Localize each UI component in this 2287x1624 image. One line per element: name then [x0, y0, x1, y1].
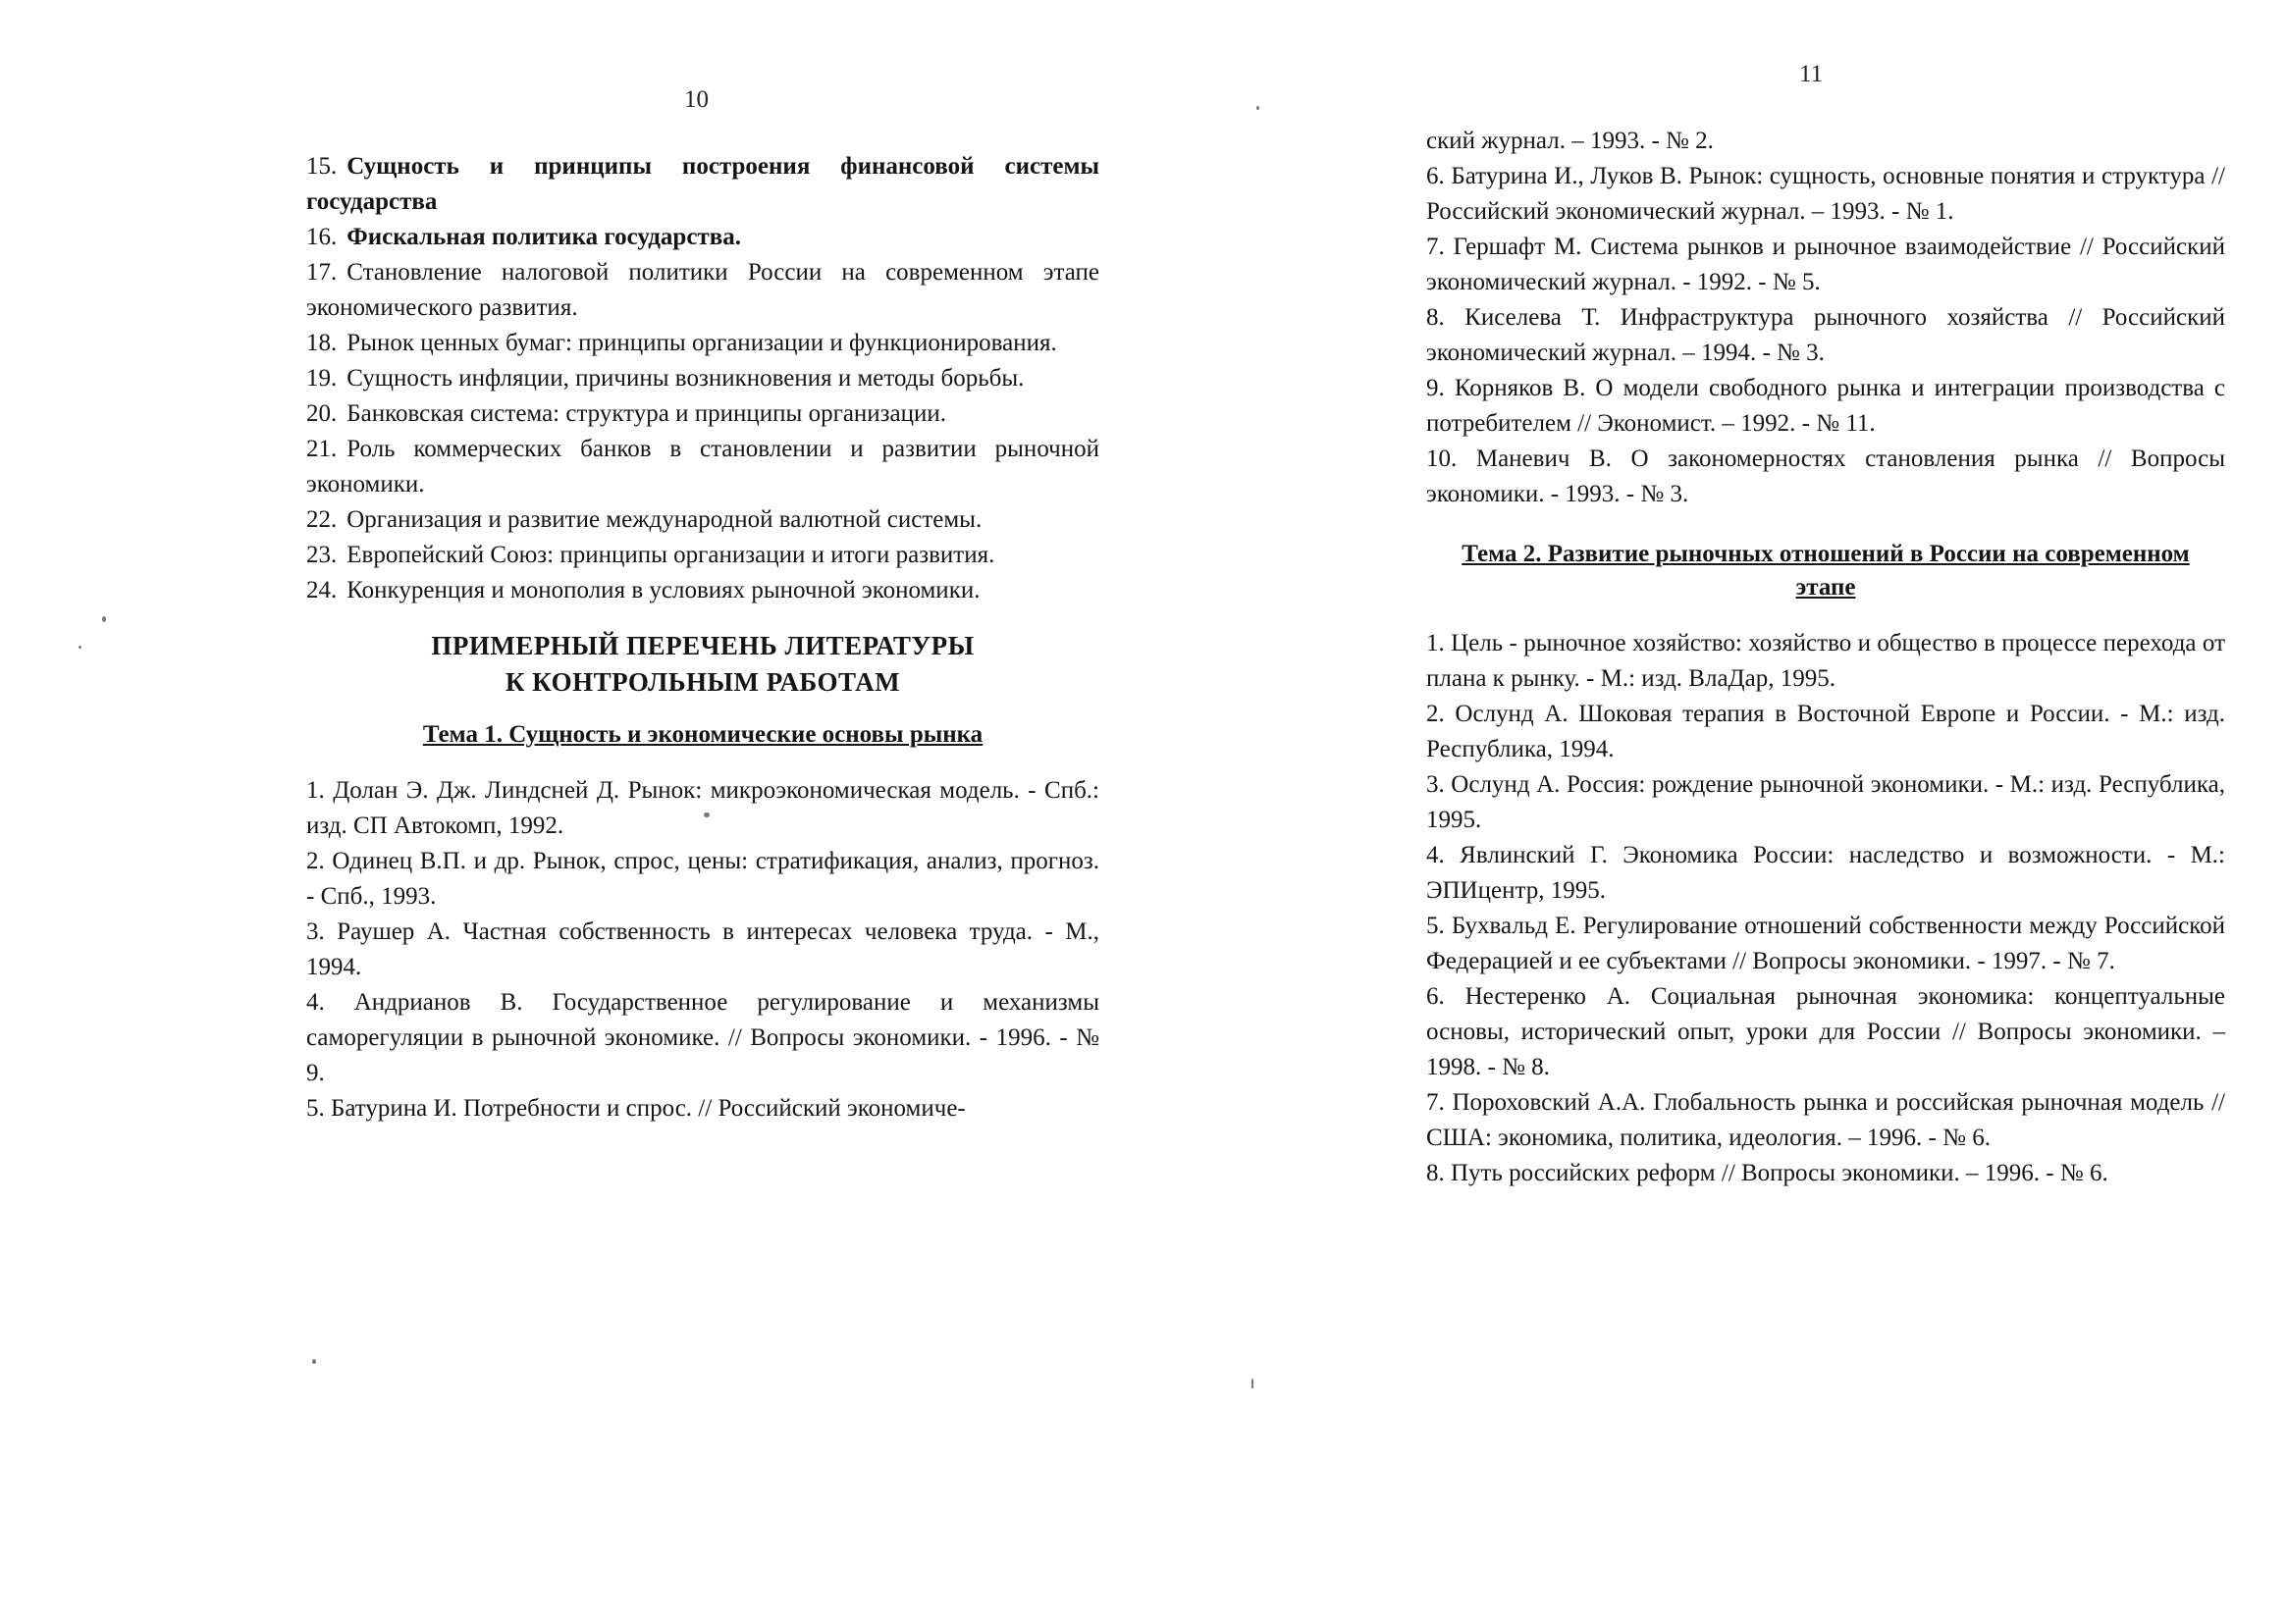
reference-item: 7. Гершафт М. Система рынков и рыночное взаимодействие // Российский экономический журнал. - 1992. - № 5.	[1426, 234, 2225, 295]
reference-item: 2. Одинец В.П. и др. Рынок, спрос, цены: стратификация, анализ, прогноз. - Спб., 1993.	[306, 848, 1099, 910]
topic-item: 21. Роль коммерческих банков в становлении и развитии рыночной экономики.	[306, 436, 1099, 498]
reference-item: 1. Долан Э. Дж. Линдсней Д. Рынок: микроэкономическая модель. - Спб.: изд. СП Автокомп, 1992.	[306, 777, 1099, 839]
reference-item: 8. Путь российских реформ // Вопросы экономики. – 1996. - № 6.	[1426, 1160, 2108, 1186]
scan-speck	[1251, 1379, 1253, 1388]
scan-speck	[312, 1359, 316, 1364]
page-number: 10	[684, 86, 709, 113]
topic-item: 18. Рынок ценных бумаг: принципы организации и функционирования.	[306, 330, 1057, 356]
page-number: 11	[1799, 61, 1824, 87]
reference-item: 6. Батурина И., Луков В. Рынок: сущность, основные понятия и структура // Российский экономический журнал. – 1993. - № 1.	[1426, 163, 2225, 225]
topic-2-heading: Тема 2. Развитие рыночных отношений в России на современном этапе	[1462, 541, 2190, 601]
reference-item: 8. Киселева Т. Инфраструктура рыночного хозяйства // Российский экономический журнал. – 1994. - № 3.	[1426, 304, 2225, 366]
topic-item: 20. Банковская система: структура и принципы организации.	[306, 400, 947, 427]
reference-item: 4. Андрианов В. Государственное регулирование и механизмы саморегуляции в рыночной экономике. // Вопросы экономики. - 1996. - № 9.	[306, 989, 1099, 1086]
right-page	[1144, 0, 2287, 1624]
topic-item: 22. Организация и развитие международной валютной системы.	[306, 506, 983, 533]
left-page-text	[306, 149, 1099, 1126]
topic-1-reference-list-continued	[1426, 124, 2225, 512]
section-heading: ПРИМЕРНЫЙ ПЕРЕЧЕНЬ ЛИТЕРАТУРЫ К КОНТРОЛЬНЫМ РАБОТАМ	[431, 631, 975, 697]
scan-speck	[1256, 106, 1259, 110]
reference-item: 1. Цель - рыночное хозяйство: хозяйство и общество в процессе перехода от плана к рынку. - М.: изд. ВлаДар, 1995.	[1426, 630, 2225, 692]
reference-item: 7. Пороховский А.А. Глобальность рынка и российская рыночная модель // США: экономика, политика, идеология. – 1996. - № 6.	[1426, 1089, 2225, 1151]
right-page-text	[1426, 124, 2225, 1191]
topic-item: 17. Становление налоговой политики России на современном этапе экономического развития.	[306, 259, 1099, 321]
topic-item: 23. Европейский Союз: принципы организации и итоги развития.	[306, 542, 995, 568]
topic-item: 16. Фискальная политика государства.	[306, 224, 741, 250]
reference-item: 10. Маневич В. О закономерностях становления рынка // Вопросы экономики. - 1993. - № 3.	[1426, 445, 2225, 507]
reference-item: 3. Ослунд А. Россия: рождение рыночной экономики. - М.: изд. Республика, 1995.	[1426, 771, 2225, 833]
scan-speck	[79, 646, 81, 649]
reference-item: ский журнал. – 1993. - № 2.	[1426, 128, 1714, 154]
topics-list	[306, 149, 1099, 608]
topic-item: 15. Сущность и принципы построения финансовой системы государства	[306, 153, 1099, 215]
scan-speck	[704, 812, 710, 817]
scan-speck	[102, 616, 106, 622]
topic-2-reference-list	[1426, 626, 2225, 1191]
reference-item: 5. Батурина И. Потребности и спрос. // Российский экономиче-	[306, 1095, 966, 1122]
reference-item: 4. Явлинский Г. Экономика России: наследство и возможности. - М.: ЭПИцентр, 1995.	[1426, 842, 2225, 904]
topic-item: 24. Конкуренция и монополия в условиях рыночной экономики.	[306, 577, 981, 603]
reference-item: 2. Ослунд А. Шоковая терапия в Восточной Европе и России. - М.: изд. Республика, 1994.	[1426, 701, 2225, 762]
reference-item: 5. Бухвальд Е. Регулирование отношений собственности между Российской Федерацией и ее субъектами // Вопросы экономики. - 1997. - № 7.	[1426, 913, 2225, 974]
reference-item: 6. Нестеренко А. Социальная рыночная экономика: концептуальные основы, исторический опыт, уроки для России // Вопросы экономики. – 1998. - № 8.	[1426, 983, 2225, 1080]
reference-item: 9. Корняков В. О модели свободного рынка и интеграции производства с потребителем // Экономист. – 1992. - № 11.	[1426, 375, 2225, 437]
topic-item: 19. Сущность инфляции, причины возникновения и методы борьбы.	[306, 365, 1025, 392]
topic-1-heading: Тема 1. Сущность и экономические основы рынка	[422, 721, 984, 748]
topic-1-reference-list	[306, 773, 1099, 1126]
reference-item: 3. Раушер А. Частная собственность в интересах человека труда. - М., 1994.	[306, 918, 1099, 980]
